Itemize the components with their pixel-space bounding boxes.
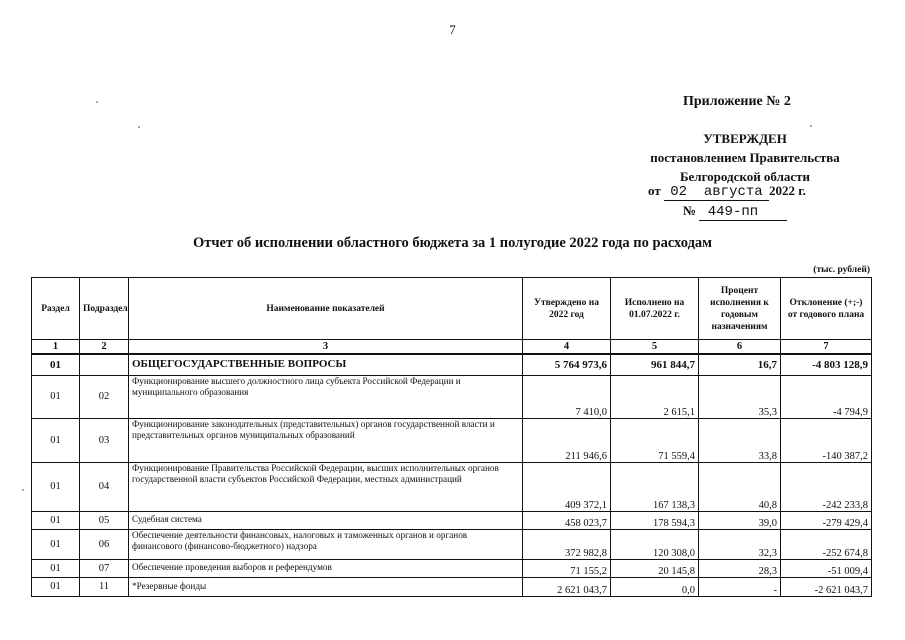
cell-section: 01: [32, 375, 80, 418]
date-year: 2022 г.: [768, 183, 806, 198]
header-subsection: Подраздел: [80, 278, 129, 340]
cell-approved: 71 155,2: [523, 559, 611, 577]
cell-percent: 32,3: [699, 529, 781, 559]
approval-number: [683, 203, 787, 221]
scan-speck: [810, 125, 812, 127]
cell-executed: 2 615,1: [611, 375, 699, 418]
cell-percent: 33,8: [699, 418, 781, 462]
column-number-row: [32, 340, 872, 355]
cell-section: 01: [32, 418, 80, 462]
cell-approved: 409 372,1: [523, 462, 611, 511]
cell-name: *Резервные фонды: [129, 577, 523, 596]
cell-deviation: -242 233,8: [781, 462, 872, 511]
table-row: [32, 559, 872, 577]
cell-section: 01: [32, 354, 80, 375]
header-approved: Утверждено на 2022 год: [523, 278, 611, 340]
cell-section: 01: [32, 559, 80, 577]
cell-approved: 458 023,7: [523, 511, 611, 529]
cell-percent: 40,8: [699, 462, 781, 511]
cell-subsection: 03: [80, 418, 129, 462]
cell-executed: 961 844,7: [611, 354, 699, 375]
report-title: Отчет об исполнении областного бюджета за 1 полугодие 2022 года по расходам: [192, 235, 713, 251]
cell-section: 01: [32, 511, 80, 529]
cell-executed: 167 138,3: [611, 462, 699, 511]
date-prefix: от: [648, 183, 661, 198]
table-header-row: [32, 278, 872, 340]
units-label: (тыс. рублей): [813, 265, 870, 275]
appendix-title: Приложение № 2: [683, 94, 791, 109]
cell-approved: 2 621 043,7: [523, 577, 611, 596]
cell-subsection: 02: [80, 375, 129, 418]
cell-name: Обеспечение деятельности финансовых, налоговых и таможенных органов и органов финансового (финансово-бюджетного) надзора: [129, 529, 523, 559]
cell-percent: 39,0: [699, 511, 781, 529]
approval-date: [648, 183, 806, 201]
table-row: [32, 375, 872, 418]
cell-subsection: [80, 354, 129, 375]
header-executed: Исполнено на 01.07.2022 г.: [611, 278, 699, 340]
column-number: 2: [80, 340, 129, 355]
cell-executed: 20 145,8: [611, 559, 699, 577]
cell-percent: 16,7: [699, 354, 781, 375]
cell-deviation: -4 803 128,9: [781, 354, 872, 375]
cell-executed: 178 594,3: [611, 511, 699, 529]
cell-name: Функционирование законодательных (представительных) органов государственной власти и представительных органов муниципальных образований: [129, 418, 523, 462]
cell-subsection: 04: [80, 462, 129, 511]
cell-approved: 5 764 973,6: [523, 354, 611, 375]
number-value: 449-пп: [707, 204, 759, 220]
column-number: 3: [129, 340, 523, 355]
approval-block: [630, 129, 860, 186]
cell-name: Функционирование Правительства Российской Федерации, высших исполнительных органов государственной власти субъектов Российской Федерации, местных администраций: [129, 462, 523, 511]
cell-executed: 0,0: [611, 577, 699, 596]
budget-table: [31, 277, 872, 597]
cell-section: 01: [32, 529, 80, 559]
column-number: 1: [32, 340, 80, 355]
cell-name: Функционирование высшего должностного лица субъекта Российской Федерации и муниципального образования: [129, 375, 523, 418]
cell-deviation: -279 429,4: [781, 511, 872, 529]
date-handwritten: [664, 184, 769, 201]
number-handwritten: [699, 204, 787, 221]
scan-speck: [22, 489, 24, 491]
cell-deviation: -2 621 043,7: [781, 577, 872, 596]
table-row: [32, 354, 872, 375]
cell-deviation: -51 009,4: [781, 559, 872, 577]
date-month: августа: [703, 184, 763, 200]
cell-deviation: -4 794,9: [781, 375, 872, 418]
header-name: Наименование показателей: [129, 278, 523, 340]
table-row: [32, 418, 872, 462]
column-number: 7: [781, 340, 872, 355]
cell-subsection: 06: [80, 529, 129, 559]
scan-speck: [138, 126, 140, 128]
cell-approved: 7 410,0: [523, 375, 611, 418]
header-percent: Процент исполнения к годовым назначениям: [699, 278, 781, 340]
table-row: [32, 529, 872, 559]
cell-subsection: 05: [80, 511, 129, 529]
approval-line-resolution: постановлением Правительства: [650, 150, 840, 165]
cell-deviation: -140 387,2: [781, 418, 872, 462]
number-prefix: №: [683, 203, 697, 218]
cell-section: 01: [32, 577, 80, 596]
date-day: 02: [670, 184, 688, 200]
column-number: 4: [523, 340, 611, 355]
column-number: 6: [699, 340, 781, 355]
cell-section: 01: [32, 462, 80, 511]
cell-percent: 28,3: [699, 559, 781, 577]
cell-approved: 372 982,8: [523, 529, 611, 559]
header-deviation: Отклонение (+;-) от годового плана: [781, 278, 872, 340]
cell-percent: -: [699, 577, 781, 596]
table-row: [32, 462, 872, 511]
cell-deviation: -252 674,8: [781, 529, 872, 559]
table-row: [32, 511, 872, 529]
cell-approved: 211 946,6: [523, 418, 611, 462]
header-section: Раздел: [32, 278, 80, 340]
page-number: 7: [449, 22, 456, 37]
cell-name: ОБЩЕГОСУДАРСТВЕННЫЕ ВОПРОСЫ: [129, 354, 523, 375]
approval-line-region: Белгородской области: [679, 169, 811, 184]
cell-percent: 35,3: [699, 375, 781, 418]
cell-subsection: 11: [80, 577, 129, 596]
scan-speck: [96, 101, 98, 103]
table-row: [32, 577, 872, 596]
cell-name: Судебная система: [129, 511, 523, 529]
cell-executed: 71 559,4: [611, 418, 699, 462]
cell-name: Обеспечение проведения выборов и референдумов: [129, 559, 523, 577]
cell-executed: 120 308,0: [611, 529, 699, 559]
cell-subsection: 07: [80, 559, 129, 577]
column-number: 5: [611, 340, 699, 355]
approval-heading: УТВЕРЖДЕН: [703, 131, 787, 146]
